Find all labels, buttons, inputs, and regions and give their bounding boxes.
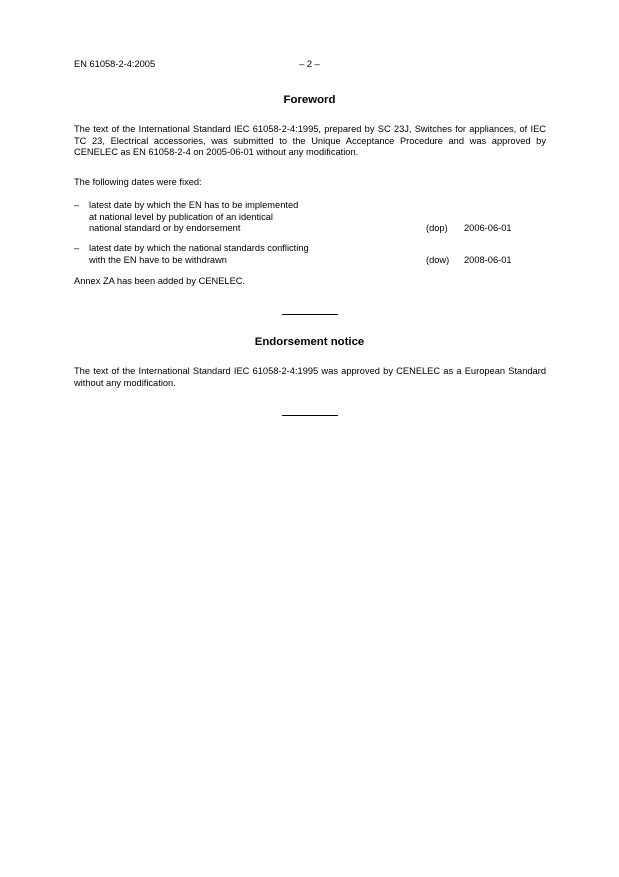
date-item-line: at national level by publication of an identical xyxy=(89,211,273,222)
document-id: EN 61058-2-4:2005 xyxy=(74,59,156,69)
date-code: (dop) xyxy=(426,223,448,234)
section-divider xyxy=(282,314,338,315)
date-item-line: latest date by which the EN has to be implemented xyxy=(89,200,299,210)
date-value: 2008-06-01 xyxy=(464,254,512,265)
endorsement-title: Endorsement notice xyxy=(254,336,365,348)
section-divider xyxy=(282,415,338,416)
list-dash: – xyxy=(74,243,80,253)
dates-intro: The following dates were fixed: xyxy=(74,177,202,187)
date-item-text xyxy=(89,243,379,266)
date-item-line: latest date by which the national standards conflicting xyxy=(89,243,309,253)
page-number: – 2 – xyxy=(299,59,320,69)
date-item-line: national standard or by endorsement xyxy=(89,223,241,234)
date-item-line: with the EN have to be withdrawn xyxy=(89,254,227,265)
date-code: (dow) xyxy=(426,254,450,265)
date-item-text xyxy=(89,200,379,235)
foreword-intro-paragraph: The text of the International Standard IEC 61058-2-4:1995, prepared by SC 23J, Switches for appliances, of IEC TC 23, Electrical accessories, was submitted to the Unique Acceptance Procedure and was approved by CENELEC as EN 61058-2-4 on 2005-06-01 without any modification. xyxy=(74,124,546,158)
endorsement-paragraph: The text of the International Standard IEC 61058-2-4:1995 was approved by CENELEC as a European Standard without any modification. xyxy=(74,366,546,388)
annex-note: Annex ZA has been added by CENELEC. xyxy=(74,276,246,286)
date-value: 2006-06-01 xyxy=(464,223,512,234)
date-item-dow xyxy=(74,243,546,267)
foreword-title: Foreword xyxy=(283,94,336,106)
list-dash: – xyxy=(74,200,80,210)
date-item-dop xyxy=(74,200,546,236)
